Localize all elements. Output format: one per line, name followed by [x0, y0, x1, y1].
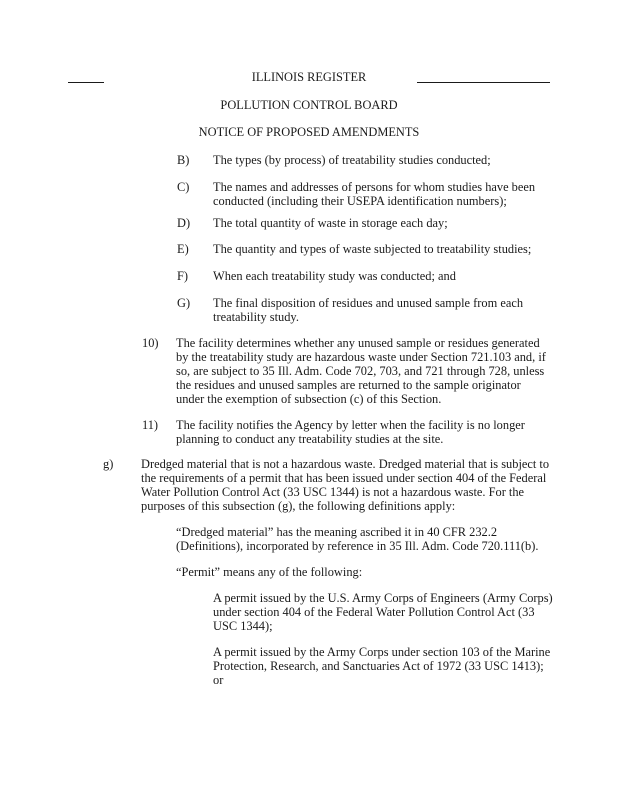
list-item-text: treatability study. [213, 310, 299, 324]
header-rule-left [68, 82, 104, 83]
numbered-item-text: The facility determines whether any unused sample or residues generated [176, 336, 540, 350]
section-text: purposes of this subsection (g), the following definitions apply: [141, 499, 456, 513]
permit-item-a: USC 1344); [213, 619, 273, 633]
register-title: ILLINOIS REGISTER [251, 70, 367, 84]
numbered-item-text: the residues and unused samples are returned to the sample originator [176, 378, 521, 392]
numbered-item-text: planning to conduct any treatability studies at the site. [176, 432, 444, 446]
definition-dredged: “Dredged material” has the meaning ascribed it in 40 CFR 232.2 [176, 525, 498, 539]
permit-item-a: under section 404 of the Federal Water Pollution Control Act (33 [213, 605, 535, 619]
numbered-item-text: under the exemption of subsection (c) of this Section. [176, 392, 442, 406]
list-item-text: The quantity and types of waste subjected to treatability studies; [213, 242, 532, 256]
list-item-label: E) [177, 242, 189, 256]
list-item-label: G) [177, 296, 191, 310]
list-item-text: The names and addresses of persons for whom studies have been [213, 180, 536, 194]
section-label: g) [103, 457, 114, 471]
numbered-item-text: by the treatability study are hazardous waste under Section 721.103 and, if [176, 350, 546, 364]
numbered-item-label: 11) [142, 418, 159, 432]
permit-item-b: A permit issued by the Army Corps under section 103 of the Marine [213, 645, 551, 659]
numbered-item-text: The facility notifies the Agency by letter when the facility is no longer [176, 418, 525, 432]
numbered-item-text: so, are subject to 35 Ill. Adm. Code 702, 703, and 721 through 728, unless [176, 364, 545, 378]
section-text: Dredged material that is not a hazardous waste. Dredged material that is subject to [141, 457, 550, 471]
list-item-label: F) [177, 269, 189, 283]
permit-item-a: A permit issued by the U.S. Army Corps of Engineers (Army Corps) [213, 591, 553, 605]
definition-dredged: (Definitions), incorporated by reference in 35 Ill. Adm. Code 720.111(b). [176, 539, 539, 553]
permit-item-b: or [213, 673, 224, 687]
list-item-text: The total quantity of waste in storage each day; [213, 216, 448, 230]
list-item-text: When each treatability study was conducted; and [213, 269, 456, 283]
section-text: the requirements of a permit that has been issued under section 404 of the Federal [141, 471, 547, 485]
list-item-text: The types (by process) of treatability studies conducted; [213, 153, 491, 167]
section-text: Water Pollution Control Act (33 USC 1344) is not a hazardous waste. For the [141, 485, 525, 499]
list-item-label: C) [177, 180, 190, 194]
notice-title: NOTICE OF PROPOSED AMENDMENTS [198, 125, 420, 139]
list-item-text: The final disposition of residues and unused sample from each [213, 296, 524, 310]
numbered-item-label: 10) [142, 336, 159, 350]
header-rule-right [417, 82, 550, 83]
permit-item-b: Protection, Research, and Sanctuaries Act of 1972 (33 USC 1413); [213, 659, 544, 673]
list-item-label: B) [177, 153, 190, 167]
list-item-text: conducted (including their USEPA identification numbers); [213, 194, 507, 208]
definition-permit: “Permit” means any of the following: [176, 565, 363, 579]
agency-title: POLLUTION CONTROL BOARD [220, 98, 398, 112]
list-item-label: D) [177, 216, 191, 230]
